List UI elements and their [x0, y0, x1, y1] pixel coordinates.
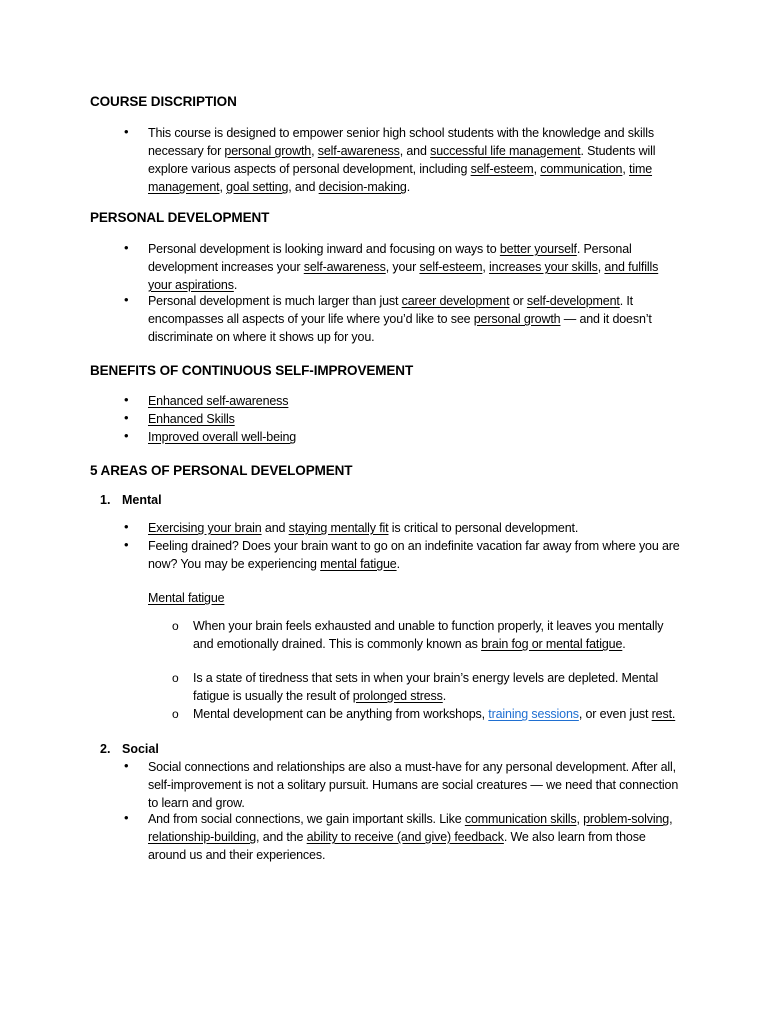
social-bullet-2: And from social connections, we gain important skills. Like communication skills, problem-solving, relationship-building, and the ability to receive (and give) feedback. We also learn from those around us and their experiences. [148, 812, 673, 862]
bullet: • [124, 410, 129, 425]
course-paragraph: This course is designed to empower senior high school students with the knowledge and skills necessary for personal growth, self-awareness, and successful life management. Students will explore various aspects of personal development, including self-esteem, communication, time management, goal setting, and decision-making. [148, 126, 656, 194]
mental-fatigue-subheading: Mental fatigue [148, 591, 225, 605]
bullet: • [124, 240, 129, 255]
benefit-item: Enhanced self-awareness [148, 394, 289, 408]
benefit-item: Enhanced Skills [148, 412, 235, 426]
list-number: 1. [100, 493, 111, 507]
sub-bullet: o [172, 671, 179, 685]
mental-bullet-2: Feeling drained? Does your brain want to go on an indefinite vacation far away from where you are now? You may be experiencing mental fatigue. [148, 539, 680, 571]
bullet: • [124, 428, 129, 443]
bullet: • [124, 537, 129, 552]
list-number: 2. [100, 742, 111, 756]
bullet: • [124, 392, 129, 407]
training-sessions-link[interactable]: training sessions [488, 707, 579, 721]
heading-personal-development: PERSONAL DEVELOPMENT [90, 210, 270, 225]
heading-course-description: COURSE DISCRIPTION [90, 94, 237, 109]
bullet: • [124, 124, 129, 139]
social-bullet-1: Social connections and relationships are also a must-have for any personal development. After all, self-improvement is not a solitary pursuit. Humans are social creatures — we need that connection to learn and grow. [148, 760, 679, 810]
mental-bullet-1: Exercising your brain and staying mentally fit is critical to personal development. [148, 521, 579, 535]
bullet: • [124, 810, 129, 825]
mental-sub-bullet-3: Mental development can be anything from workshops, training sessions, or even just rest. [193, 707, 676, 721]
personal-paragraph-2: Personal development is much larger than just career development or self-development. It encompasses all aspects of your life where you’d like to see personal growth — and it doesn’t discriminate on where it shows up for you. [148, 294, 652, 344]
mental-sub-bullet-1: When your brain feels exhausted and unable to function properly, it leaves you mentally and emotionally drained. This is commonly known as brain fog or mental fatigue. [193, 619, 664, 651]
bullet: • [124, 519, 129, 534]
heading-benefits: BENEFITS OF CONTINUOUS SELF-IMPROVEMENT [90, 363, 414, 378]
benefit-item: Improved overall well-being [148, 430, 297, 444]
heading-five-areas: 5 AREAS OF PERSONAL DEVELOPMENT [90, 463, 353, 478]
mental-sub-bullet-2: Is a state of tiredness that sets in when your brain’s energy levels are depleted. Mental fatigue is usually the result of prolonged stress. [193, 671, 659, 703]
area-label-social: Social [122, 742, 159, 756]
personal-paragraph-1: Personal development is looking inward and focusing on ways to better yourself. Personal development increases your self-awareness, your self-esteem, increases your skills, and fulfills your aspirations. [148, 242, 659, 292]
sub-bullet: o [172, 619, 179, 633]
sub-bullet: o [172, 707, 179, 721]
bullet: • [124, 292, 129, 307]
bullet: • [124, 758, 129, 773]
area-label-mental: Mental [122, 493, 162, 507]
